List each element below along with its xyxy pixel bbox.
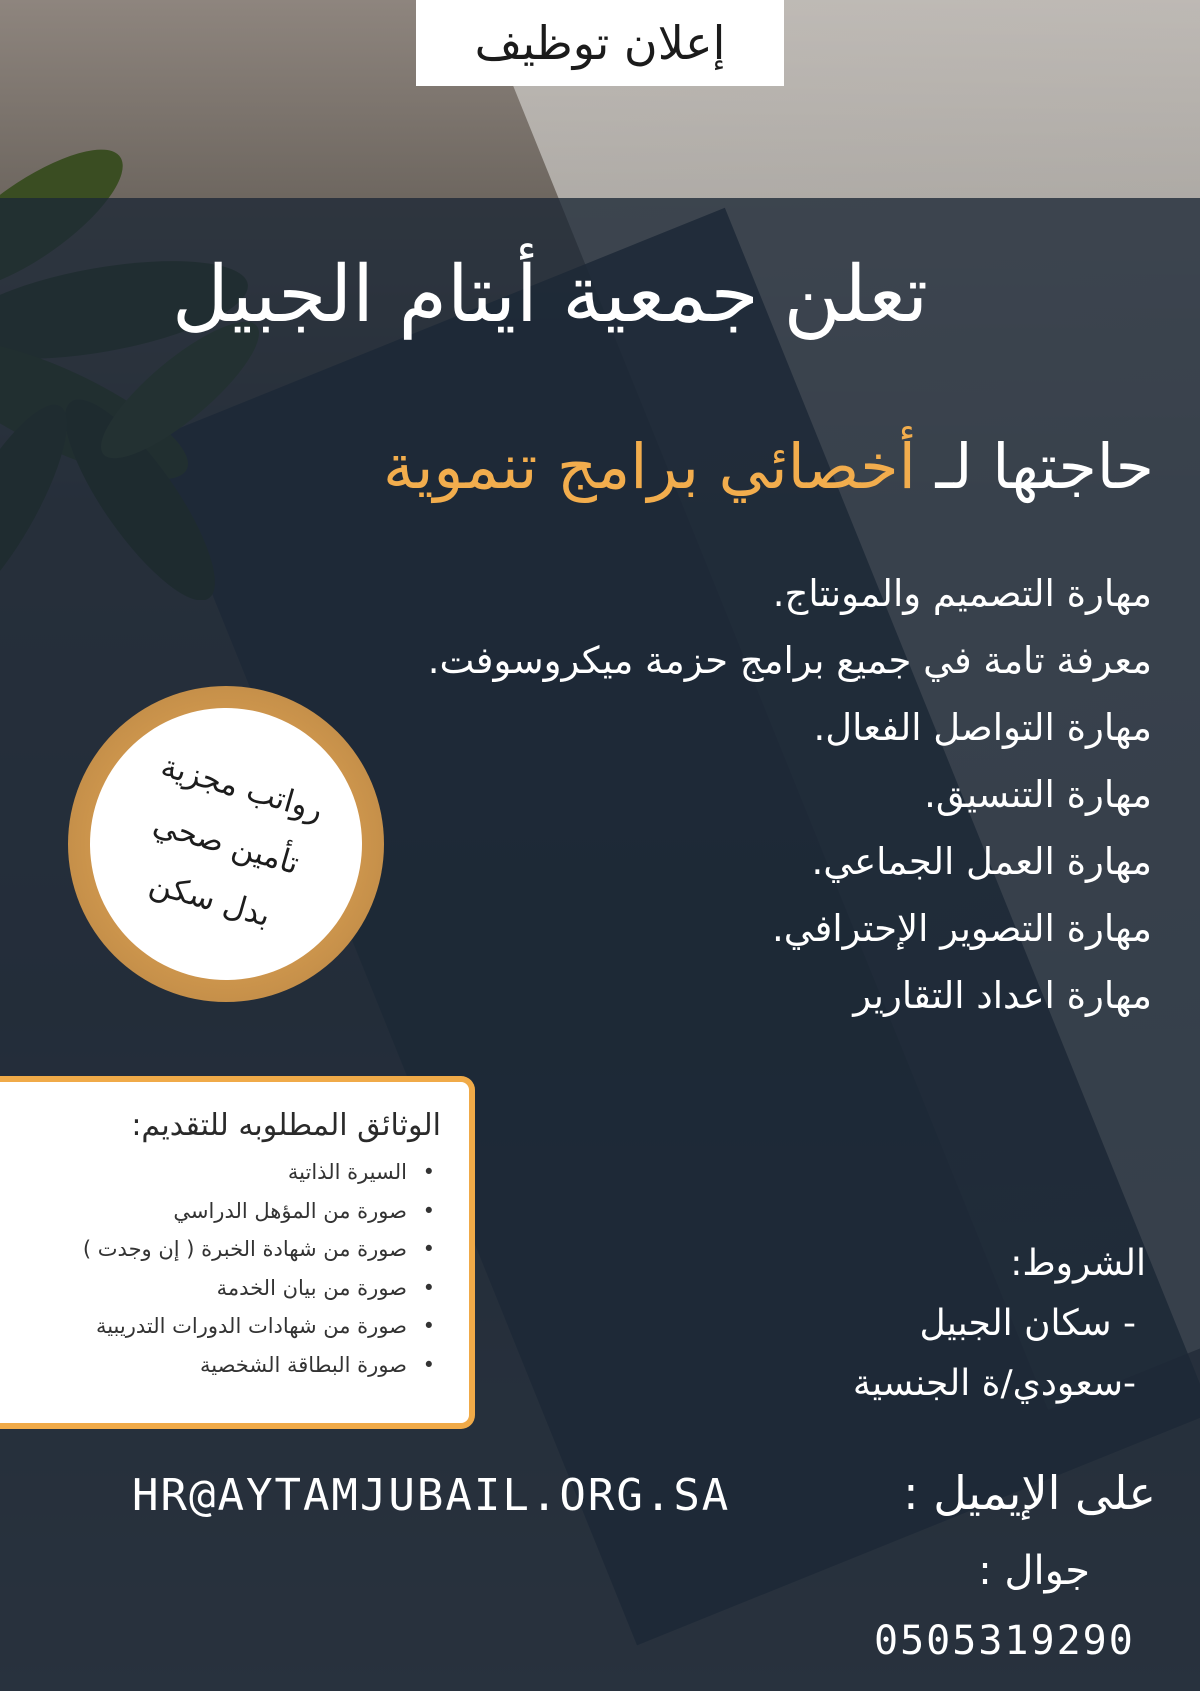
benefit-item: رواتب مجزية [157, 748, 327, 829]
subtitle-prefix: حاجتها لـ [935, 430, 1154, 503]
benefit-item: تأمين صحي [149, 806, 303, 882]
skill-item: معرفة تامة في جميع برامج حزمة ميكروسوفت. [427, 639, 1152, 682]
condition-item: -سعودي/ة الجنسية [852, 1363, 1136, 1404]
required-documents-box [0, 1076, 475, 1429]
phone-number[interactable]: 0505319290 [874, 1618, 1135, 1664]
document-item: • صورة من بيان الخدمة [28, 1269, 441, 1308]
skill-item: مهارة التواصل الفعال. [813, 706, 1152, 749]
benefit-item: بدل سكن [145, 865, 275, 935]
documents-list [28, 1153, 441, 1384]
email-label: على الإيميل : [903, 1466, 1156, 1520]
document-item: • صورة من شهادة الخبرة ( إن وجدت ) [28, 1230, 441, 1269]
document-item: • السيرة الذاتية [28, 1153, 441, 1192]
conditions-section [726, 1234, 1146, 1414]
document-item: • صورة من المؤهل الدراسي [28, 1192, 441, 1231]
email-address[interactable]: HR@AYTAMJUBAIL.ORG.SA [132, 1470, 731, 1521]
skill-item: مهارة التنسيق. [924, 773, 1152, 816]
announcement-badge [416, 0, 784, 86]
documents-title: الوثائق المطلوبه للتقديم: [131, 1108, 441, 1143]
skill-item: مهارة التصوير الإحترافي. [772, 907, 1152, 950]
document-item: • صورة من شهادات الدورات التدريبية [28, 1307, 441, 1346]
benefits-badge [68, 686, 384, 1002]
skills-list [332, 560, 1152, 1029]
document-item: • صورة البطاقة الشخصية [28, 1346, 441, 1385]
skill-item: مهارة العمل الجماعي. [811, 840, 1152, 883]
condition-item: - سكان الجبيل [919, 1303, 1136, 1344]
page-title: تعلن جمعية أيتام الجبيل [171, 250, 929, 340]
skill-item: مهارة اعداد التقارير [853, 974, 1152, 1017]
skill-item: مهارة التصميم والمونتاج. [772, 572, 1152, 615]
announcement-badge-text: إعلان توظيف [474, 16, 726, 70]
job-subtitle [383, 430, 1154, 503]
job-title-accent: أخصائي برامج تنموية [382, 430, 916, 503]
phone-label: جوال : [978, 1548, 1090, 1594]
conditions-title: الشروط: [1010, 1243, 1146, 1284]
